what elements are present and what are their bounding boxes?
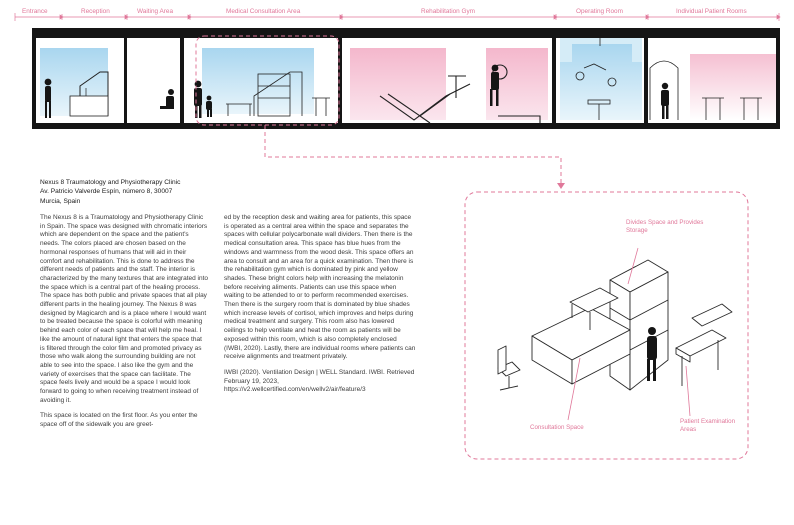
callout-storage: Divides Space and Provides Storage	[626, 219, 704, 234]
body-column-2-paragraph-1: ed by the reception desk and waiting area for patients, this space is operated as a central area within the space and separates the spaces with cellular polycarbonate wall dividers. Then there is the medical consultation area. This space has blue hues from the windows and warmness from the wood desk. This space offers an area to consult and an area for a quick examination. Then there is the rehabilitation gym which is dominated by pink and yellow shades. These bright colors help with increasing the melatonin before receiving aliments. Patients can use this space when waiting to be attended to or to perform recommended exercises. Then there is the surgery room that is dominated by blue shades which increase levels of cortisol, which improves and helps during medical treatment and surgery. This room also has lowered ceilings to help ventilate and heat the room as patients will be exposed within this room, which is also completely enclosed (IWBI, 2020). Lastly, there are individual rooms where patients can receive alignments and treatment privately.	[224, 214, 416, 361]
body-column-1-paragraph-1: The Nexus 8 is a Traumatology and Physiotherapy Clinic in Spain. The space was designed with chromatic interiors which are dependent on the space and the patient's needs. The colors placed are chosen based on the hormonal responses of humans that will aid in their comfort and rehabilitation. This is done to address the different needs of patients and the staff. The interior is characterized by the many textures that are integrated into the space which is a central part of the healing process. The space has both public and private spaces that all play different parts in the healing journey. The Nexus 8 was designed by Magicarch and is a place where I would want to be treated because the space is colorful with meaning behind each color of each space that will help me heal. I like the amount of natural light that enters the space that is filtered through the color film and promoted privacy as those who walk along the surrounding building are not able to see into the space. I also like the gym and the variety of exercises that the space can facilitate. The space feels lively and would be a space I would look forward to going to when receiving treatment instead of avoiding it.	[40, 214, 209, 404]
zone-label-operating: Operating Room	[576, 8, 623, 15]
zone-label-waiting: Waiting Area	[137, 8, 173, 15]
address-line-3: Murcia, Spain	[40, 197, 81, 205]
body-column-2-reference: IWBI (2020). Ventilation Design | WELL Standard. IWBI. Retrieved February 19, 2023, https://v2.wellcertified.com/en/wellv2/air/feature/3	[224, 368, 415, 394]
body-column-1-paragraph-2: This space is located on the first floor. As you enter the space off of the sidewalk you are greet-	[40, 412, 198, 429]
callout-examination: Patient Examination Areas	[680, 418, 736, 433]
connector-arrow	[0, 0, 794, 200]
callout-consultation: Consultation Space	[530, 424, 584, 431]
zone-label-rehab: Rehabilitation Gym	[421, 8, 475, 15]
body-column-1	[40, 214, 208, 437]
address-line-2: Av. Patricio Valverde Espín, número 8, 30007	[40, 188, 173, 196]
zone-label-reception: Reception	[81, 8, 110, 15]
zone-label-entrance: Entrance	[22, 8, 48, 15]
address-line-1: Nexus 8 Traumatology and Physiotherapy Clinic	[40, 179, 181, 186]
body-column-2	[224, 214, 416, 402]
zone-label-patient-rooms: Individual Patient Rooms	[676, 8, 747, 15]
clinic-address	[40, 178, 220, 206]
zone-label-consultation: Medical Consultation Area	[226, 8, 301, 15]
